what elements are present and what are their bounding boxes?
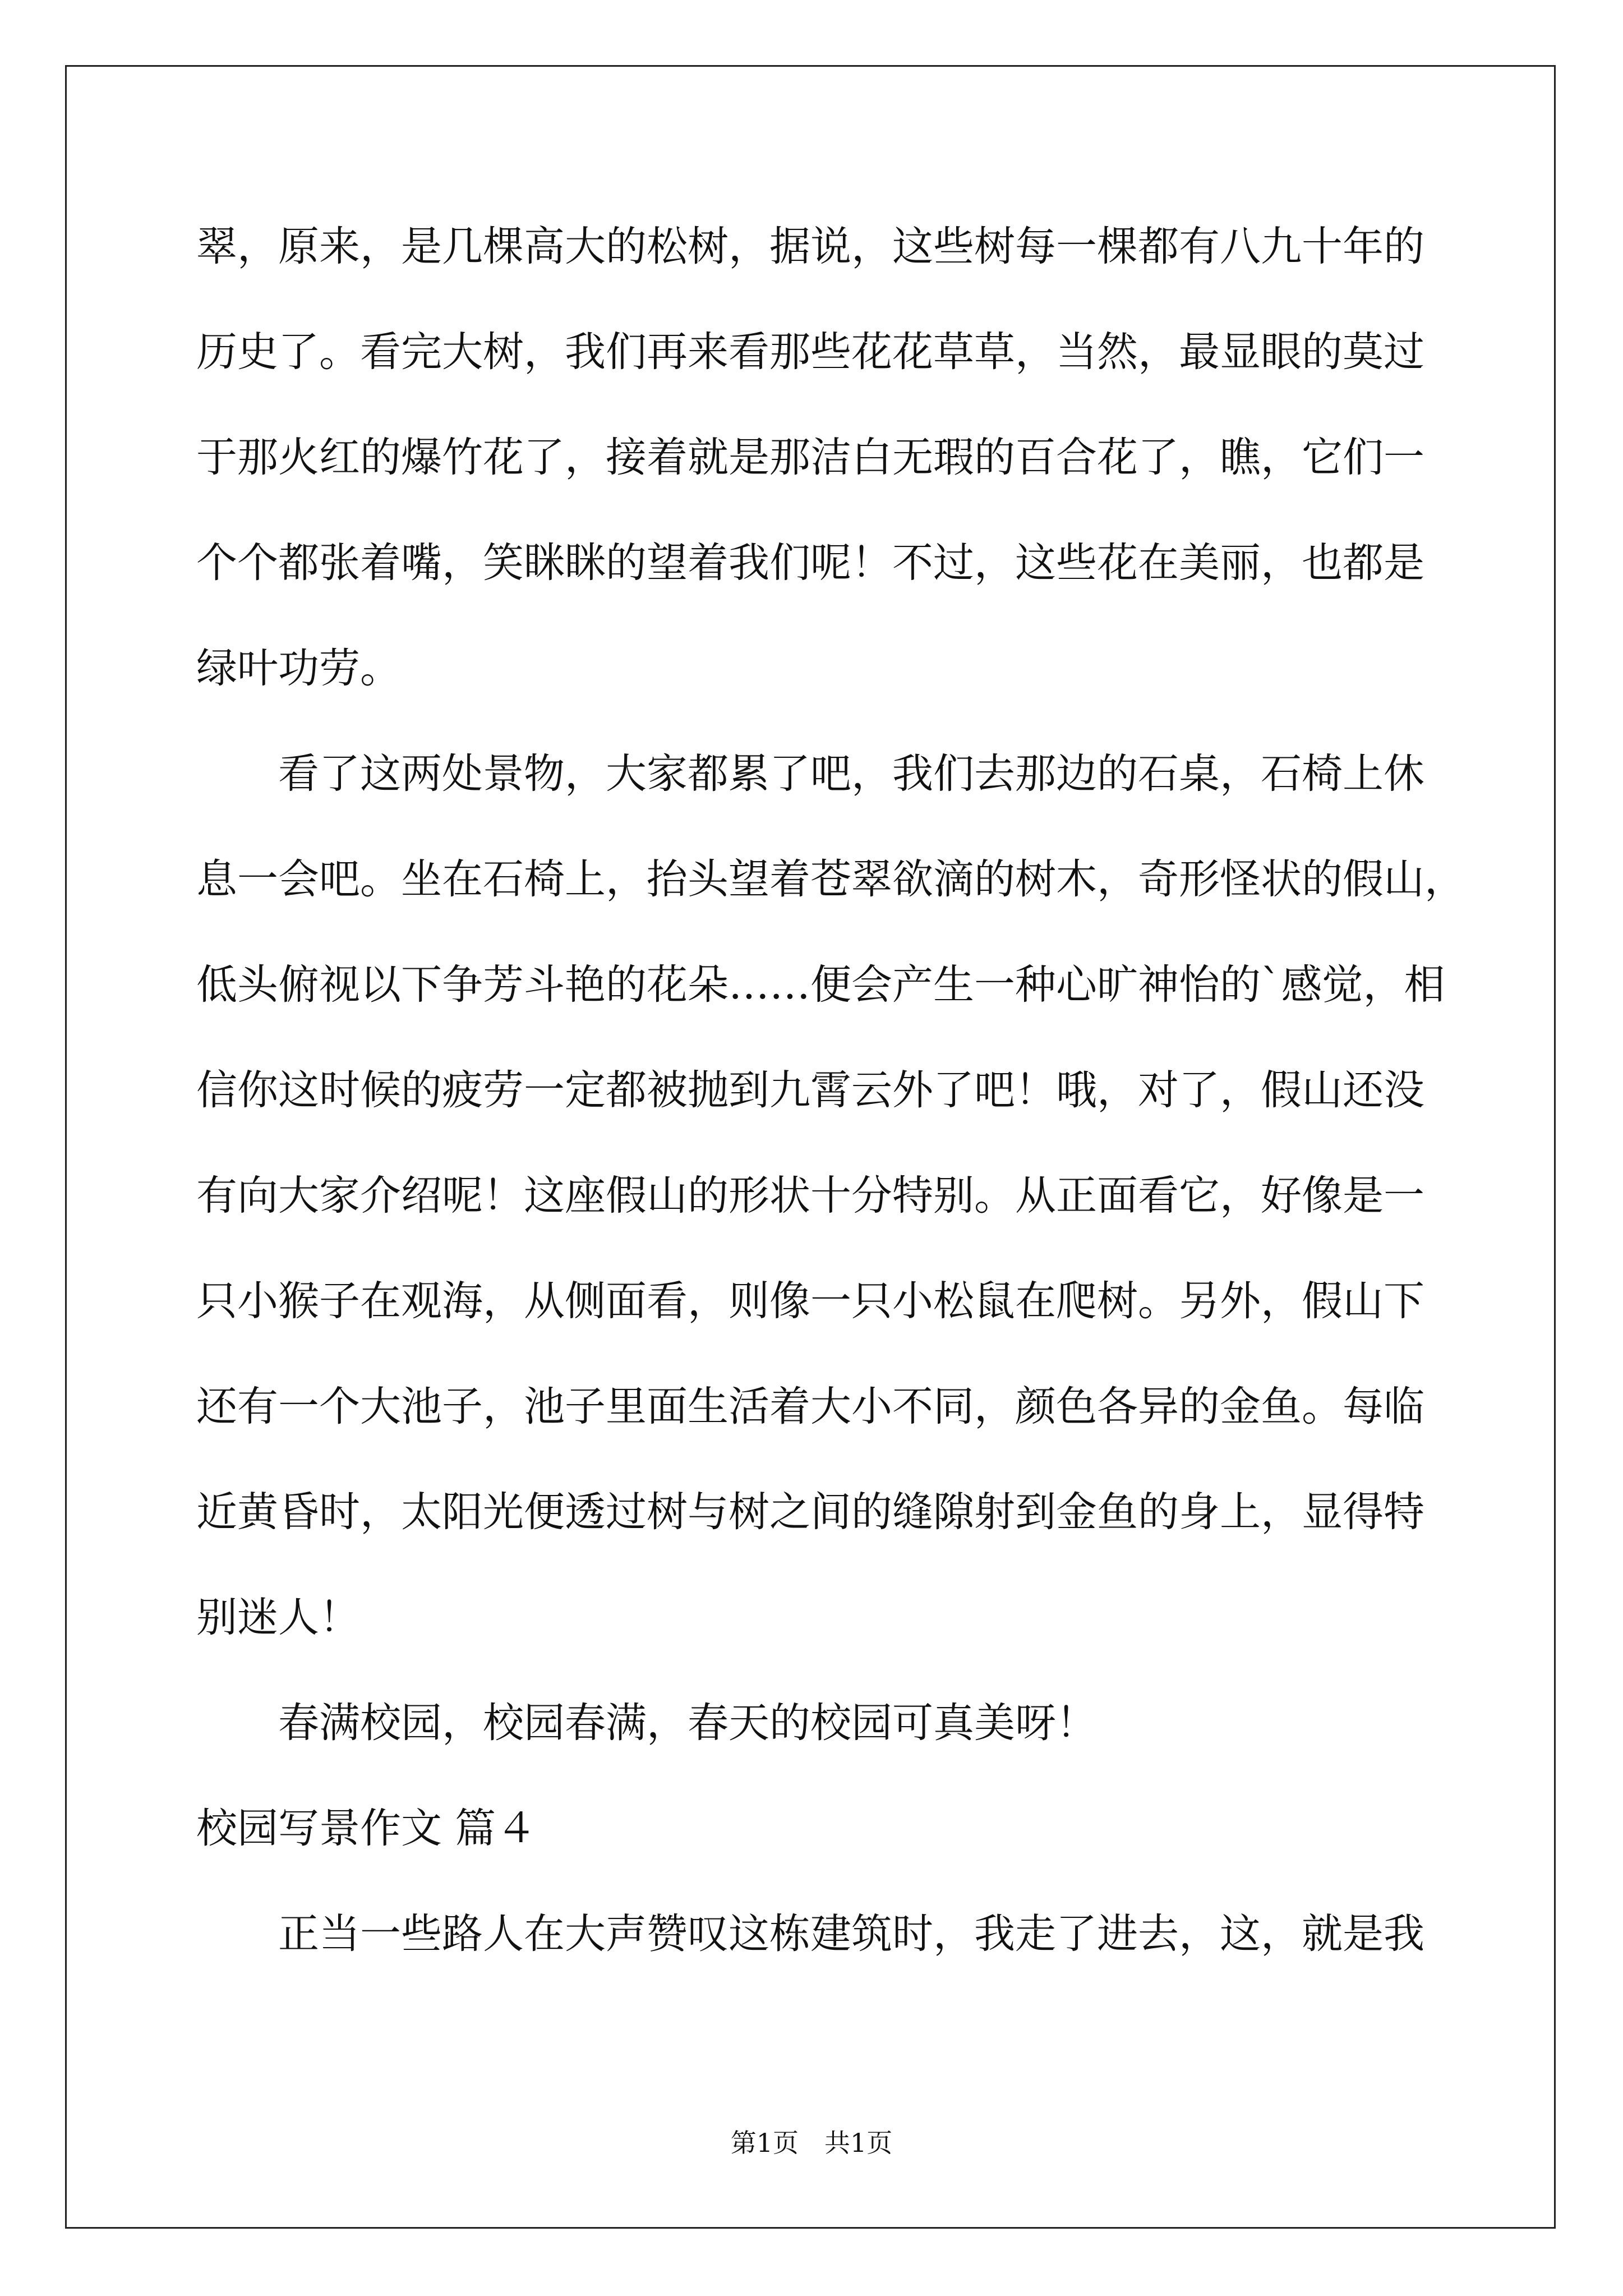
text-line-1: 翠，原来，是几棵高大的松树，据说，这些树每一棵都有八九十年的 — [196, 223, 1424, 270]
text-line-11: 只小猴子在观海，从侧面看，则像一只小松鼠在爬树。另外，假山下 — [196, 1277, 1424, 1325]
text-line-4: 个个都张着嘴，笑眯眯的望着我们呢！不过，这些花在美丽，也都是 — [196, 539, 1424, 587]
text-line-6: 看了这两处景物，大家都累了吧，我们去那边的石桌，石椅上休 — [278, 750, 1424, 798]
page-footer: 第1页 共1页 — [730, 2128, 893, 2158]
text-line-17: 正当一些路人在大声赞叹这栋建筑时，我走了进去，这，就是我 — [278, 1910, 1424, 1958]
text-line-7: 息一会吧。坐在石椅上，抬头望着苍翠欲滴的树木，奇形怪状的假山， — [196, 855, 1465, 903]
text-line-15: 春满校园，校园春满，春天的校园可真美呀！ — [278, 1699, 1097, 1747]
text-line-3: 于那火红的爆竹花了，接着就是那洁白无瑕的百合花了，瞧，它们一 — [196, 434, 1424, 481]
text-line-12: 还有一个大池子，池子里面生活着大小不同，颜色各异的金鱼。每临 — [196, 1383, 1424, 1430]
text-line-14: 别迷人！ — [196, 1594, 360, 1641]
text-line-10: 有向大家介绍呢！这座假山的形状十分特别。从正面看它，好像是一 — [196, 1172, 1424, 1220]
text-line-8: 低头俯视以下争芳斗艳的花朵……便会产生一种心旷神怡的`感觉，相 — [196, 961, 1445, 1009]
section-heading: 校园写景作文 篇４ — [196, 1805, 537, 1852]
text-line-9: 信你这时候的疲劳一定都被抛到九霄云外了吧！哦，对了，假山还没 — [196, 1066, 1424, 1114]
text-line-2: 历史了。看完大树，我们再来看那些花花草草，当然，最显眼的莫过 — [196, 328, 1424, 376]
text-line-13: 近黄昏时，太阳光便透过树与树之间的缝隙射到金鱼的身上，显得特 — [196, 1488, 1424, 1536]
text-line-5: 绿叶功劳。 — [196, 645, 401, 692]
